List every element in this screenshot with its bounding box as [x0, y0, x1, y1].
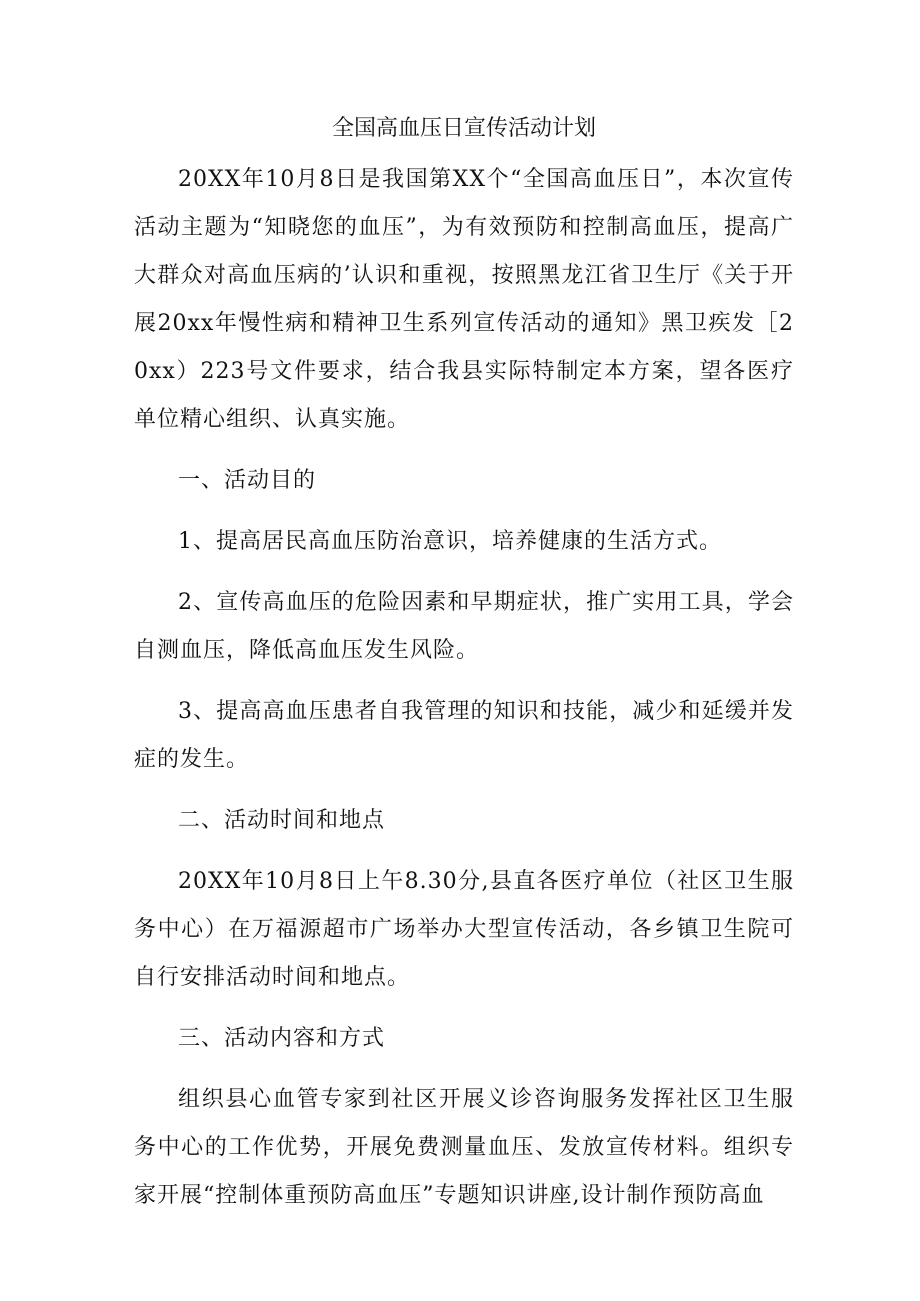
section-heading-purpose: 一、活动目的	[178, 468, 317, 493]
purpose-item-3: 3、提高高血压患者自我管理的知识和技能，减少和延缓并发症的发生。	[134, 699, 794, 772]
document-body	[134, 113, 794, 1233]
section-heading-content-method: 三、活动内容和方式	[178, 1026, 386, 1051]
content-method-paragraph: 组织县心血管专家到社区开展义诊咨询服务发挥社区卫生服务中心的工作优势，开展免费测量血压、发放宣传材料。组织专家开展“控制体重预防高血压”专题知识讲座,设计制作预防高血	[134, 1087, 794, 1208]
purpose-item-1: 1、提高居民高血压防治意识，培养健康的生活方式。	[178, 529, 722, 554]
section-heading-time-place: 二、活动时间和地点	[178, 808, 386, 833]
document-title: 全国高血压日宣传活动计划	[331, 116, 596, 141]
intro-paragraph: 20XX年10月8日是我国第XX个“全国高血压日”，本次宣传活动主题为“知晓您的血压”，为有效预防和控制高血压，提高广大群众对高血压病的’认识和重视，按照黑龙江省卫生厅《关于开展20xx年慢性病和精神卫生系列宣传活动的通知》黑卫疾发［20xx）223号文件要求，结合我县实际特制定本方案，望各医疗单位精心组织、认真实施。	[134, 167, 794, 432]
purpose-item-2: 2、宣传高血压的危险因素和早期症状，推广实用工具，学会自测血压，降低高血压发生风险。	[134, 590, 794, 663]
time-place-paragraph: 20XX年10月8日上午8.30分,县直各医疗单位（社区卫生服务中心）在万福源超市广场举办大型宣传活动，各乡镇卫生院可自行安排活动时间和地点。	[134, 869, 794, 990]
